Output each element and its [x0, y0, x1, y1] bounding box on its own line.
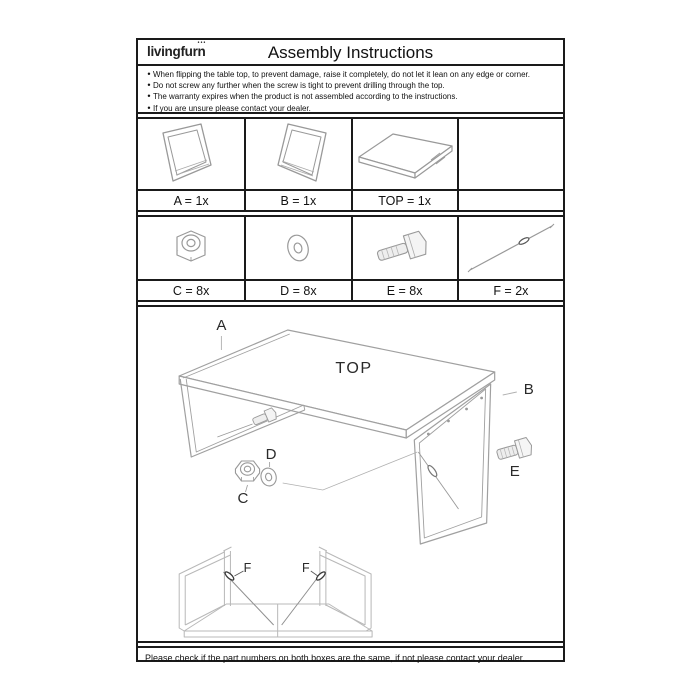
- part-label-empty: [457, 189, 563, 210]
- part-cell-b: [244, 119, 350, 189]
- part-cell-top: [351, 119, 457, 189]
- part-label-d: D = 8x: [244, 279, 350, 300]
- part-label-c: C = 8x: [138, 279, 244, 300]
- parts-labels-row: [138, 279, 563, 300]
- header-bar: [138, 40, 563, 66]
- warnings-box: [138, 66, 563, 114]
- part-label-b: B = 1x: [244, 189, 350, 210]
- underside-drawing: [179, 547, 372, 637]
- warning-text: The warranty expires when the product is not assembled according to the instructions.: [153, 92, 458, 102]
- diagram-box: [138, 305, 563, 643]
- bullet-icon: [145, 80, 153, 91]
- part-b-icon: [258, 121, 338, 187]
- warning-item: [145, 91, 557, 102]
- part-cell-c: [138, 217, 244, 279]
- part-cell-f: [457, 217, 563, 279]
- diagram-label-top: TOP: [335, 359, 373, 377]
- part-label-f: F = 2x: [457, 279, 563, 300]
- warning-text: Do not screw any further when the screw is tight to prevent drilling through the top.: [153, 81, 445, 91]
- part-label-e: E = 8x: [351, 279, 457, 300]
- diagram-label-d: D: [265, 446, 277, 463]
- parts-labels-row: [138, 189, 563, 210]
- part-cell-d: [244, 217, 350, 279]
- diagram-label-f-left: F: [243, 561, 252, 575]
- assembly-diagram: [138, 307, 563, 641]
- warning-text: When flipping the table top, to prevent damage, raise it completely, do not let it lean on any edge or corner.: [153, 70, 530, 79]
- brand-logo-text: livingfurn: [147, 44, 206, 59]
- page-title: Assembly Instructions: [267, 43, 434, 62]
- part-cell-empty: [457, 119, 563, 189]
- parts-table-hardware: [138, 215, 563, 302]
- warning-text: If you are unsure please contact your dealer.: [153, 103, 311, 113]
- parts-pictures-row: [138, 119, 563, 189]
- part-label-top: TOP = 1x: [351, 189, 457, 210]
- warning-item: [145, 69, 557, 80]
- assembly-sheet: [136, 38, 565, 662]
- brand-logo: [147, 40, 207, 59]
- logo-dots-icon: •••: [197, 40, 207, 46]
- part-cell-e: [351, 217, 457, 279]
- footer-note-box: [138, 646, 563, 667]
- bullet-icon: [145, 69, 153, 80]
- parts-table-frames: [138, 117, 563, 212]
- diagram-label-a: A: [216, 317, 227, 334]
- left-rail-bolt: [217, 407, 278, 437]
- part-top-icon: [353, 123, 457, 185]
- part-a-icon: [151, 121, 231, 187]
- rod-icon: [462, 220, 560, 276]
- warning-item: [145, 103, 557, 114]
- diagram-label-f-right: F: [301, 561, 310, 575]
- part-label-a: A = 1x: [138, 189, 244, 210]
- nut-icon: [161, 223, 221, 273]
- washer-icon: [268, 223, 328, 273]
- nut-and-washer: [235, 452, 417, 492]
- parts-pictures-row: [138, 217, 563, 279]
- diagram-label-b: B: [523, 381, 534, 398]
- warning-item: [145, 80, 557, 91]
- bolt-e: [495, 437, 534, 464]
- part-cell-a: [138, 119, 244, 189]
- diagram-label-c: C: [237, 490, 249, 507]
- bolt-icon: [369, 223, 441, 273]
- diagram-label-e: E: [509, 463, 520, 480]
- bullet-icon: [145, 103, 153, 114]
- footer-note: Please check if the part numbers on both boxes are the same, if not please contact your dealer.: [145, 652, 525, 663]
- bullet-icon: [145, 91, 153, 102]
